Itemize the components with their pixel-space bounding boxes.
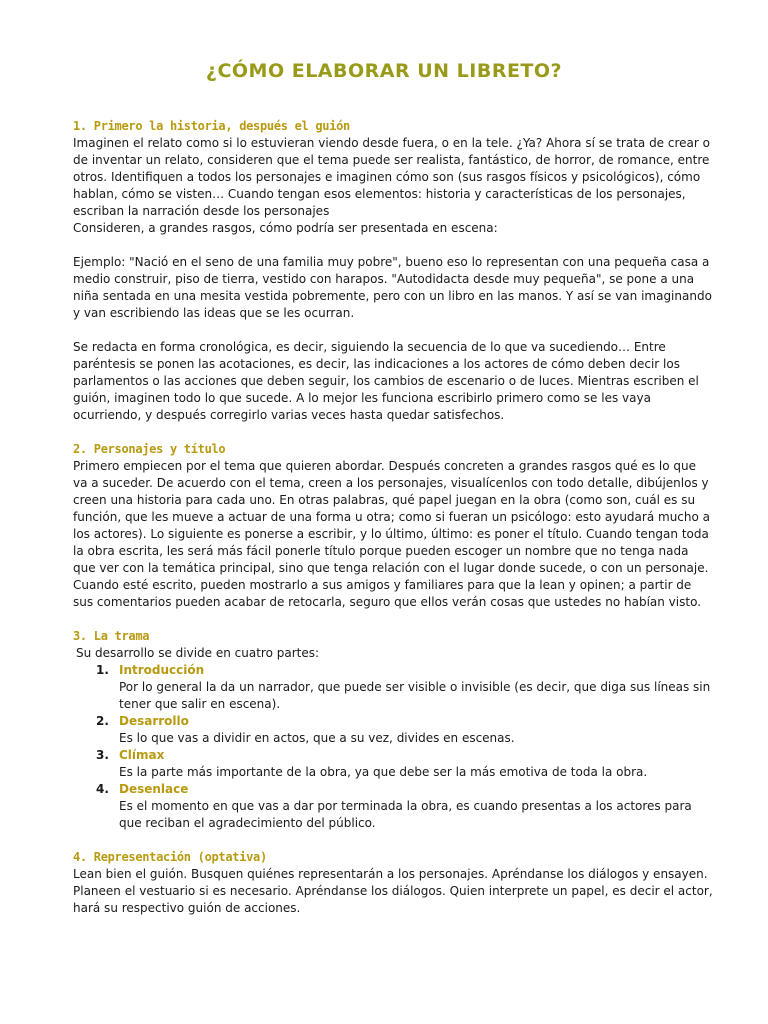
list-item-title: Desarrollo (119, 714, 189, 728)
section-heading-historia: 1. Primero la historia, después el guión (73, 119, 350, 133)
list-item-text: Es lo que vas a dividir en actos, que a su vez, divides en escenas. (119, 731, 515, 745)
paragraph: Lean bien el guión. Busquen quiénes representarán a los personajes. Apréndanse los diálogos y ensayen. Planeen el vestuario si es necesario. Apréndanse los diálogos. Quien interprete un papel, es decir el actor, hará su respectivo guión de acciones. (73, 867, 713, 915)
list-item (73, 747, 713, 781)
list-item (73, 713, 713, 747)
list-item-title: Desenlace (119, 782, 189, 796)
document-body (73, 118, 713, 917)
list-number: 4. (96, 782, 109, 796)
list-number: 3. (96, 748, 109, 762)
paragraph: Imaginen el relato como si lo estuvieran viendo desde fuera, o en la tele. ¿Ya? Ahora sí se trata de crear o de inventar un relato, consideren que el tema puede ser realista, fantástico, de horror, de romance, entre otros. Identifiquen a todos los personajes e imaginen cómo son (sus rasgos físicos y psicológicos), cómo hablan, cómo se visten… Cuando tengan esos elementos: historia y características de los personajes, escriban la narración desde los personajes (73, 136, 710, 218)
list-item (73, 781, 713, 832)
paragraph: Se redacta en forma cronológica, es decir, siguiendo la secuencia de lo que va sucediendo… Entre paréntesis se ponen las acotaciones, es decir, las indicaciones a los actores de cómo deben decir los parlamentos o las acciones que deben seguir, los cambios de escenario o de luces. Mientras escriben el guión, imaginen todo lo que sucede. A lo mejor les funciona escribirlo primero como se les vaya ocurriendo, y después corregirlo varias veces hasta quedar satisfechos. (73, 340, 699, 422)
paragraph-example: Ejemplo: "Nació en el seno de una familia muy pobre", bueno eso lo representan con una pequeña casa a medio construir, piso de tierra, vestido con harapos. "Autodidacta desde muy pequeña", se pone a una niña sentada en una mesita vestida pobremente, pero con un libro en las manos. Y así se van imaginando y van escribiendo las ideas que se les ocurran. (73, 255, 712, 320)
section-heading-representacion: 4. Representación (optativa) (73, 850, 267, 864)
section-heading-trama: 3. La trama (73, 629, 150, 643)
paragraph: Consideren, a grandes rasgos, cómo podría ser presentada en escena: (73, 221, 498, 235)
list-item-text: Es la parte más importante de la obra, ya que debe ser la más emotiva de toda la obra. (119, 765, 648, 779)
list-number: 2. (96, 714, 109, 728)
document-title: ¿CÓMO ELABORAR UN LIBRETO? (205, 60, 563, 82)
list-item-text: Por lo general la da un narrador, que puede ser visible o invisible (es decir, que diga sus líneas sin tener que salir en escena). (119, 680, 711, 711)
list-item-title: Clímax (119, 748, 165, 762)
paragraph-intro: Su desarrollo se divide en cuatro partes: (76, 646, 320, 660)
list-item-text: Es el momento en que vas a dar por terminada la obra, es cuando presentas a los actores para que reciban el agradecimiento del público. (119, 799, 692, 830)
trama-parts-list (73, 662, 713, 832)
list-item-title: Introducción (119, 663, 205, 677)
section-heading-personajes: 2. Personajes y título (73, 442, 226, 456)
list-number: 1. (96, 663, 109, 677)
list-item (73, 662, 713, 713)
paragraph: Primero empiecen por el tema que quieren abordar. Después concreten a grandes rasgos qué es lo que va a suceder. De acuerdo con el tema, creen a los personajes, visualícenlos con todo detalle, dibújenlos y creen una historia para cada uno. En otras palabras, qué papel juegan en la obra (como son, cuál es su función, que les mueve a actuar de una forma u otra; como si fueran un psicólogo: esto ayudará mucho a los actores). Lo siguiente es ponerse a escribir, y lo último, último: es poner el título. Cuando tengan toda la obra escrita, les será más fácil ponerle título porque pueden escoger un nombre que no tenga nada que ver con la temática principal, sino que tenga relación con el lugar donde sucede, o con un personaje. Cuando esté escrito, pueden mostrarlo a sus amigos y familiares para que la lean y opinen; a partir de sus comentarios pueden acabar de retocarla, seguro que ellos verán cosas que ustedes no habían visto. (73, 459, 711, 609)
